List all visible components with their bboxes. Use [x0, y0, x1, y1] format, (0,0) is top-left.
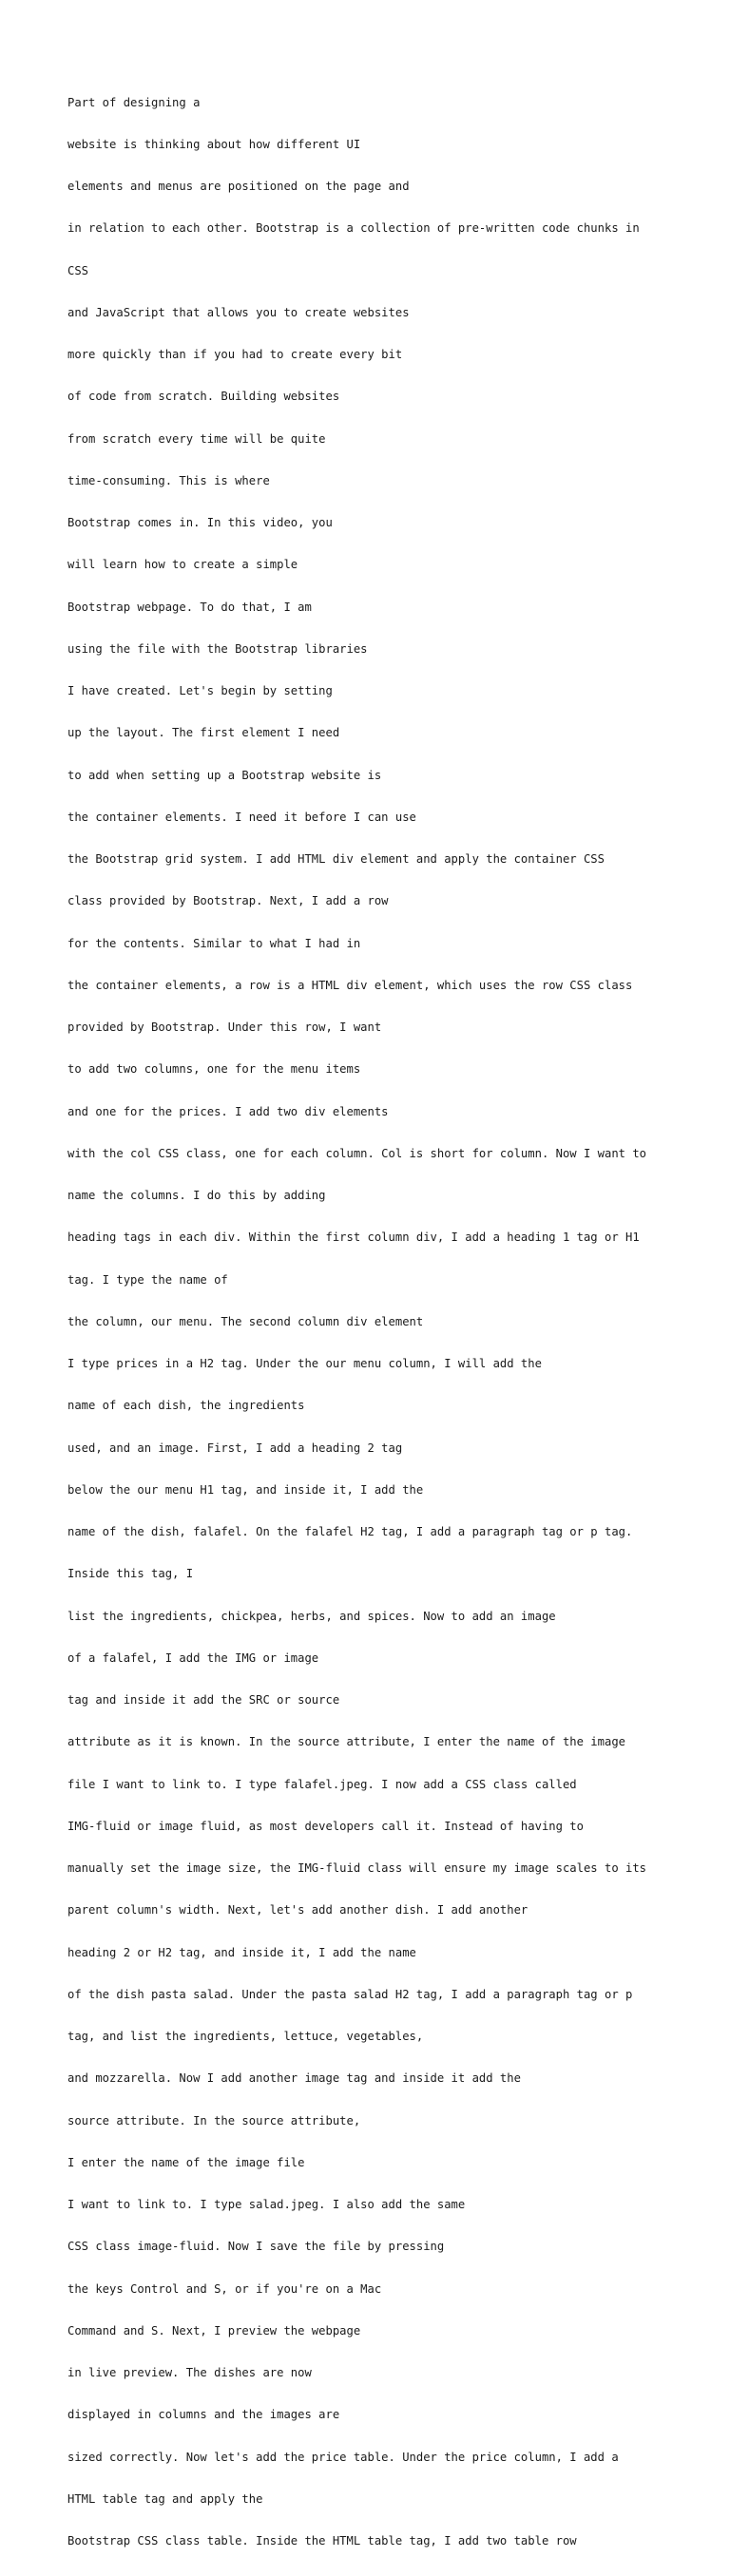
text-line: for the contents. Similar to what I had in — [67, 936, 361, 950]
text-line: name of each dish, the ingredients — [67, 1399, 305, 1413]
text-line: in relation to each other. Bootstrap is a collection of pre-written code chunks in — [67, 221, 640, 236]
text-line: displayed in columns and the images are — [67, 2408, 340, 2422]
text-line: Bootstrap comes in. In this video, you — [67, 516, 333, 529]
text-line: manually set the image size, the IMG-fluid class will ensure my image scales to its — [67, 1861, 647, 1875]
text-line: and one for the prices. I add two div elements — [67, 1104, 389, 1118]
text-line: name of the dish, falafel. On the falafel H2 tag, I add a paragraph tag or p tag. — [67, 1525, 633, 1538]
text-line: time-consuming. This is where — [67, 473, 270, 487]
text-line: used, and an image. First, I add a heading 2 tag — [67, 1441, 403, 1455]
text-line: elements and menus are positioned on the page and — [67, 180, 410, 193]
text-line: using the file with the Bootstrap libraries — [67, 641, 368, 656]
text-line: below the our menu H1 tag, and inside it, I add the — [67, 1482, 424, 1497]
text-line: CSS class image-fluid. Now I save the file by pressing — [67, 2240, 445, 2254]
text-line: to add two columns, one for the menu items — [67, 1062, 361, 1077]
text-line: the keys Control and S, or if you're on a Mac — [67, 2281, 382, 2296]
text-line: CSS — [67, 263, 89, 277]
text-line: source attribute. In the source attribute, — [67, 2113, 361, 2128]
text-line: Bootstrap CSS class table. Inside the HTML table tag, I add two table row — [67, 2534, 577, 2547]
text-line: with the col CSS class, one for each column. Col is short for column. Now I want to — [67, 1146, 647, 1160]
text-line: I enter the name of the image file — [67, 2155, 305, 2169]
text-line: IMG-fluid or image fluid, as most developers call it. Instead of having to — [67, 1819, 584, 1833]
text-line: sized correctly. Now let's add the price table. Under the price column, I add a — [67, 2450, 619, 2464]
text-line: of the dish pasta salad. Under the pasta salad H2 tag, I add a paragraph tag or p — [67, 1987, 633, 2001]
text-line: the Bootstrap grid system. I add HTML div element and apply the container CSS — [67, 852, 605, 866]
text-line: heading 2 or H2 tag, and inside it, I add the name — [67, 1945, 416, 1959]
text-line: up the layout. The first element I need — [67, 726, 340, 740]
text-line: and JavaScript that allows you to create websites — [67, 305, 410, 319]
text-line: heading tags in each div. Within the first column div, I add a heading 1 tag or H1 — [67, 1231, 640, 1245]
text-line: and mozzarella. Now I add another image tag and inside it add the — [67, 2071, 521, 2086]
text-line: the container elements. I need it before I can use — [67, 810, 416, 824]
text-line: website is thinking about how different UI — [67, 137, 361, 151]
text-line: I have created. Let's begin by setting — [67, 684, 333, 697]
text-line: of code from scratch. Building websites — [67, 390, 340, 404]
text-line: the container elements, a row is a HTML div element, which uses the row CSS class — [67, 978, 633, 992]
text-line: provided by Bootstrap. Under this row, I want — [67, 1021, 382, 1034]
text-line: more quickly than if you had to create every bit — [67, 348, 403, 361]
text-line: the column, our menu. The second column div element — [67, 1314, 424, 1328]
text-line: name the columns. I do this by adding — [67, 1189, 326, 1202]
text-line: tag. I type the name of — [67, 1272, 228, 1287]
text-line: Inside this tag, I — [67, 1567, 194, 1581]
text-line: I want to link to. I type salad.jpeg. I also add the same — [67, 2198, 466, 2211]
text-line: tag and inside it add the SRC or source — [67, 1693, 340, 1707]
text-line: HTML table tag and apply the — [67, 2491, 263, 2506]
text-line: will learn how to create a simple — [67, 558, 298, 572]
transcript-text — [67, 67, 695, 2576]
text-line: in live preview. The dishes are now — [67, 2366, 312, 2379]
text-line: list the ingredients, chickpea, herbs, and spices. Now to add an image — [67, 1609, 556, 1623]
text-line: Part of designing a — [67, 95, 201, 109]
text-line: file I want to link to. I type falafel.jpeg. I now add a CSS class called — [67, 1777, 577, 1791]
text-line: to add when setting up a Bootstrap website is — [67, 768, 382, 782]
text-line: of a falafel, I add the IMG or image — [67, 1651, 319, 1665]
text-line: Command and S. Next, I preview the webpage — [67, 2323, 361, 2337]
text-line: parent column's width. Next, let's add another dish. I add another — [67, 1903, 528, 1918]
text-line: class provided by Bootstrap. Next, I add a row — [67, 894, 389, 908]
document-page — [67, 67, 695, 2547]
text-line: from scratch every time will be quite — [67, 431, 326, 446]
text-line: tag, and list the ingredients, lettuce, vegetables, — [67, 2030, 424, 2043]
text-line: Bootstrap webpage. To do that, I am — [67, 600, 312, 614]
text-line: I type prices in a H2 tag. Under the our menu column, I will add the — [67, 1357, 542, 1370]
text-line: attribute as it is known. In the source attribute, I enter the name of the image — [67, 1735, 625, 1749]
